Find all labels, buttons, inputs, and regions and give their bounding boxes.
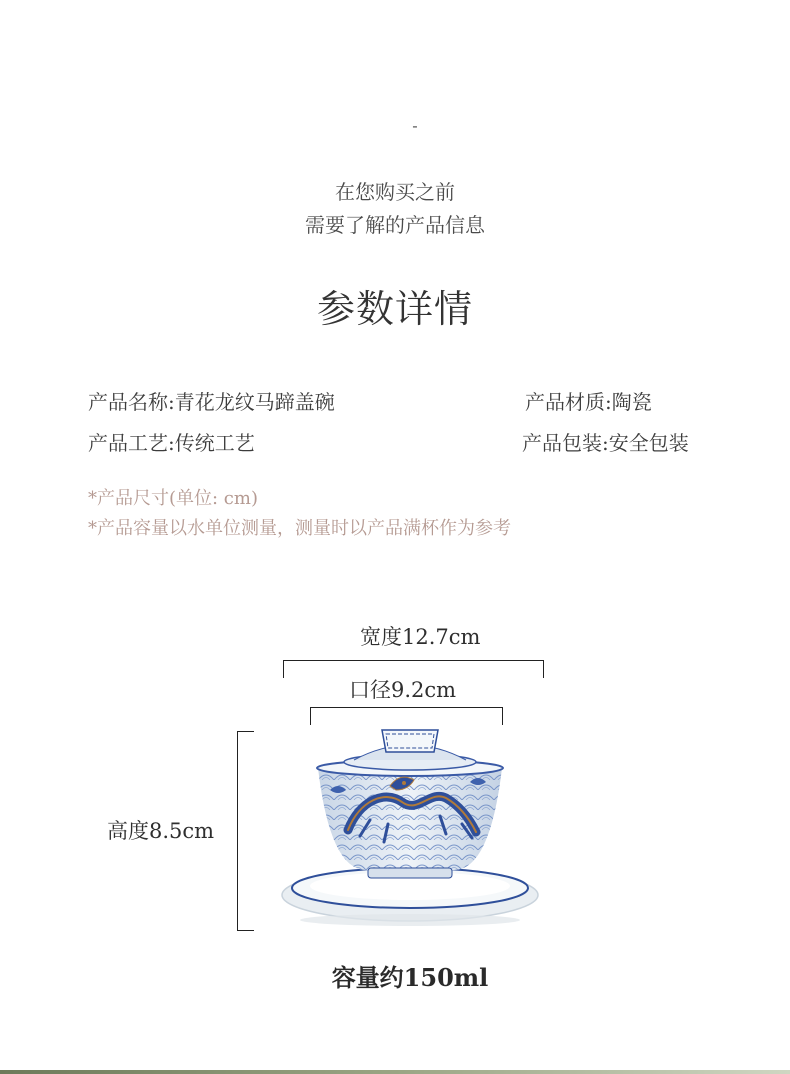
param-material: 产品材质:陶瓷 — [525, 390, 652, 414]
intro-line-2: 需要了解的产品信息 — [305, 213, 485, 237]
param-packaging: 产品包装:安全包装 — [522, 431, 689, 455]
param-name: 产品名称:青花龙纹马蹄盖碗 — [88, 390, 335, 414]
param-craft: 产品工艺:传统工艺 — [88, 431, 255, 455]
height-bracket — [237, 731, 254, 931]
height-label: 高度8.5cm — [107, 819, 215, 843]
section-title: 参数详情 — [316, 287, 473, 331]
decorative-dash: - — [412, 116, 418, 135]
capacity-label: 容量约150ml — [331, 963, 489, 992]
width-label: 宽度12.7cm — [360, 625, 481, 649]
intro-line-1: 在您购买之前 — [335, 180, 455, 204]
mouth-label: 口径9.2cm — [349, 678, 457, 702]
intro-text — [0, 176, 790, 242]
note-capacity: *产品容量以水单位测量，测量时以产品满杯作为参考 — [88, 518, 511, 539]
bottom-border — [0, 1070, 790, 1074]
note-size-unit: *产品尺寸(单位: cm) — [88, 488, 258, 509]
gaiwan-image — [270, 720, 560, 935]
